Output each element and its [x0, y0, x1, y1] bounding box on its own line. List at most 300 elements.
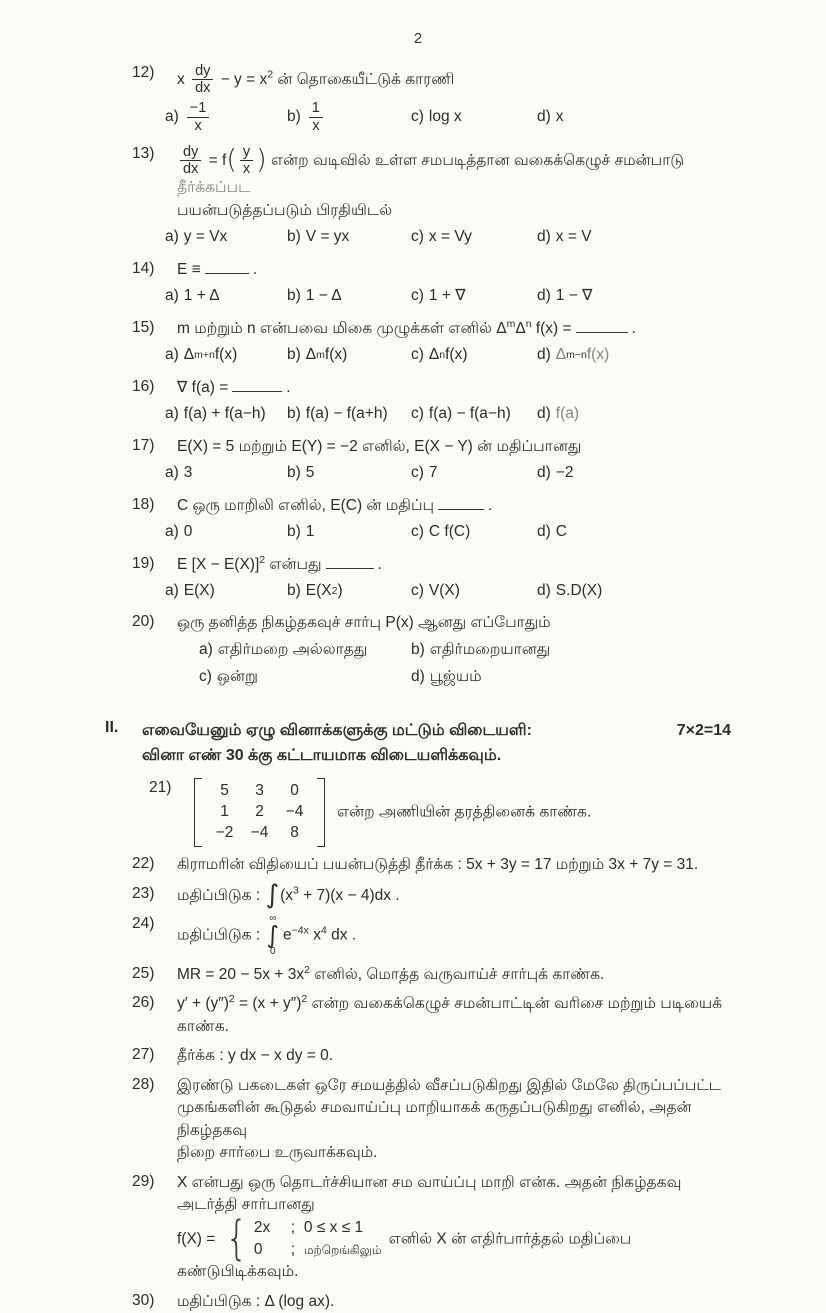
question-number: 12) — [132, 64, 155, 81]
options-row — [165, 100, 731, 133]
question-number: 22) — [132, 855, 155, 873]
text-run: . — [488, 496, 493, 514]
text-run: E(X) = 5 மற்றும் E(Y) = −2 எனில், E(X − Y) ன் மதிப்பானது — [177, 437, 582, 455]
option-c — [199, 666, 411, 688]
question-body — [177, 879, 731, 910]
fraction-denominator: x — [242, 161, 251, 178]
text-run: 1 − ∇ — [555, 287, 593, 305]
option-c — [411, 226, 537, 248]
option-label: a) — [165, 107, 179, 125]
option-label: d) — [537, 581, 551, 599]
option-label: b) — [287, 523, 301, 541]
answer-blank — [326, 554, 374, 569]
question-body — [194, 778, 731, 847]
option-label: a) — [165, 464, 179, 482]
text-run: 7 — [428, 464, 438, 482]
question-body — [177, 964, 731, 986]
option-d — [537, 580, 659, 602]
superscript: n — [525, 317, 532, 330]
integral-with-limits — [267, 914, 280, 957]
text-run: 1 − Δ — [305, 287, 342, 305]
case-row — [254, 1239, 382, 1261]
option-label: d) — [411, 668, 425, 686]
matrix-cell: 0 — [290, 782, 299, 800]
question-body — [165, 317, 731, 373]
superscript: 2 — [301, 993, 308, 1006]
question-body — [165, 377, 731, 432]
fraction-numerator: dy — [180, 144, 201, 161]
options-row — [165, 403, 731, 425]
option-b — [287, 226, 411, 248]
question-19 — [132, 554, 731, 609]
answer-blank — [438, 495, 484, 510]
text-run: f(x) — [445, 346, 468, 364]
question-body — [165, 553, 731, 609]
option-label: a) — [165, 581, 179, 599]
text-run: log x — [428, 107, 462, 125]
section2-instruction: எவையேனும் ஏழு வினாக்களுக்கு மட்டும் விடையளி: — [142, 721, 532, 739]
option-label: b) — [287, 107, 301, 125]
section2-header — [105, 719, 731, 769]
text-run: ன் தொகையீட்டுக் காரணி — [273, 70, 455, 88]
text-run: C — [555, 523, 567, 541]
math-fraction — [187, 100, 210, 133]
option-label: b) — [287, 287, 301, 305]
option-d — [537, 462, 659, 484]
option-label: c) — [411, 287, 424, 305]
question-28 — [132, 1075, 731, 1165]
question-number: 30) — [132, 1291, 155, 1309]
text-run: x — [308, 926, 321, 944]
option-b — [287, 285, 411, 307]
question-body — [177, 1045, 731, 1067]
integral-sign: ∫ — [266, 921, 280, 950]
text-run: என்பது — [265, 555, 322, 573]
text-run: என்ற அணியின் தரத்தினைக் காண்க. — [337, 803, 592, 821]
option-b: b) Δ m f(x) — [287, 344, 411, 366]
question-26 — [132, 993, 731, 1038]
option-a — [165, 403, 287, 425]
fraction-numerator: dy — [192, 63, 213, 80]
option-c — [411, 285, 537, 307]
option-b — [287, 403, 411, 425]
part2-question-list — [132, 778, 731, 1313]
option-c — [411, 100, 537, 133]
matrix-bracket-right — [317, 778, 325, 847]
option-c — [411, 521, 537, 543]
question-body — [177, 612, 731, 694]
text-run: y = Vx — [183, 228, 228, 246]
option-a — [165, 285, 287, 307]
text-run: x — [555, 107, 564, 125]
text-run: நிறை சார்பை உருவாக்கவும். — [177, 1144, 378, 1162]
options-row — [165, 580, 731, 602]
text-run: E(X — [305, 581, 332, 599]
option-label: a) — [165, 228, 179, 246]
text-run: Δ — [428, 346, 440, 364]
option-a — [165, 521, 287, 543]
big-paren: ) — [256, 144, 267, 176]
option-a — [165, 580, 287, 602]
superscript: 2 — [304, 963, 310, 976]
matrix-cell: −4 — [250, 824, 269, 842]
question-number: 13) — [132, 144, 155, 162]
question-number: 23) — [132, 884, 155, 902]
option-label: c) — [199, 668, 212, 686]
question-number: 24) — [132, 915, 155, 933]
question-line — [177, 914, 731, 957]
question-line — [194, 778, 731, 847]
question-body — [165, 143, 731, 255]
question-number: 20) — [132, 613, 155, 631]
superscript: m — [506, 317, 516, 330]
text-run: . — [252, 260, 258, 278]
option-label: d) — [537, 107, 551, 125]
option-a — [165, 462, 287, 484]
text-run: C ஒரு மாறிலி எனில், E(C) ன் மதிப்பு — [177, 496, 435, 514]
question-line — [177, 200, 731, 222]
question-number: 15) — [132, 318, 155, 336]
option-d — [537, 100, 659, 133]
option-c: c) Δ n f(x) — [411, 344, 537, 366]
section2-marks: 7×2=14 — [676, 721, 731, 739]
option-b — [287, 462, 411, 484]
text-run: Δ — [555, 346, 567, 364]
matrix-cell: 3 — [255, 782, 264, 800]
question-line — [177, 1172, 731, 1217]
text-run: C f(C) — [428, 523, 471, 541]
case-condition: மற்றெங்கிலும் — [303, 1243, 382, 1258]
text-run: V = yx — [305, 228, 350, 246]
option-label: a) — [165, 523, 179, 541]
question-number: 19) — [132, 554, 155, 572]
text-run: தீர்க்கப்பட — [177, 179, 251, 197]
option-a — [165, 226, 287, 248]
question-22 — [132, 854, 731, 876]
fraction-denominator: x — [194, 117, 202, 134]
text-run: − y = x — [216, 70, 268, 88]
fraction-denominator: x — [312, 117, 320, 134]
case-row — [254, 1217, 382, 1239]
case-separator: ; — [290, 1241, 296, 1259]
question-16 — [132, 377, 731, 432]
answer-blank — [232, 377, 282, 392]
text-run: f(a) — [555, 405, 580, 423]
option-b: b) E(X 2 ) — [287, 580, 411, 602]
lower-limit: 0 — [269, 945, 276, 957]
section2-instruction-line — [142, 719, 731, 743]
option-label: b) — [287, 346, 301, 364]
math-fraction — [309, 100, 323, 133]
text-run: + 7)(x − 4)dx . — [298, 886, 400, 904]
text-run: மதிப்பிடுக : — [177, 886, 265, 904]
text-run: என்ற வகைக்கெழுச் சமன்பாட்டின் வரிசை மற்றும் படியைக் காண்க. — [177, 995, 723, 1035]
section2-header-body — [142, 719, 731, 769]
question-body — [165, 259, 731, 314]
options-row — [165, 285, 731, 307]
text-run: x — [177, 70, 190, 88]
question-line — [177, 554, 731, 576]
text-run: Δ — [183, 346, 195, 364]
question-line — [177, 879, 731, 910]
question-line — [177, 259, 731, 281]
question-18 — [132, 495, 731, 550]
option-b — [411, 639, 731, 661]
text-run: பயன்படுத்தப்படும் பிரதியிடல் — [177, 201, 393, 219]
section2-numeral: II. — [105, 718, 119, 736]
option-b — [287, 100, 411, 133]
text-run: e — [283, 926, 292, 944]
option-a: a) Δ m+n f(x) — [165, 344, 287, 366]
option-d — [537, 285, 659, 307]
options-row — [165, 462, 731, 484]
matrix-row — [207, 781, 312, 802]
option-b — [287, 521, 411, 543]
text-run: இரண்டு பகடைகள் ஒரே சமயத்தில் வீசப்படுகிறது இதில் மேலே திருப்பப்பட்ட — [177, 1076, 722, 1094]
case-expression: 0 — [253, 1241, 263, 1259]
upper-limit: ∞ — [269, 913, 277, 925]
option-label: b) — [411, 640, 425, 658]
option-label: d) — [537, 228, 551, 246]
text-run: x = V — [555, 228, 592, 246]
text-run: கிராமரின் விதியைப் பயன்படுத்தி தீர்க்க : 5x + 3y = 17 மற்றும் 3x + 7y = 31. — [177, 856, 699, 874]
text-run: 3 — [183, 464, 193, 482]
question-24 — [132, 914, 731, 957]
text-run: y′ + (y″) — [177, 995, 229, 1013]
question-line — [177, 1045, 731, 1067]
question-line — [177, 436, 731, 458]
question-number: 16) — [132, 377, 155, 395]
text-run: S.D(X) — [555, 581, 603, 599]
part1-question-list — [132, 63, 731, 695]
text-run: 1 + Δ — [183, 287, 220, 305]
fraction-numerator: 1 — [309, 100, 323, 117]
question-12 — [132, 63, 731, 140]
option-d: d) Δ m−n f(x) — [537, 344, 659, 366]
text-run: ஒன்று — [216, 668, 258, 686]
option-c — [411, 580, 537, 602]
text-run: −2 — [555, 464, 574, 482]
fraction-numerator: −1 — [187, 100, 210, 117]
math-fraction — [180, 144, 201, 177]
question-line — [177, 495, 731, 517]
text-run: 1 — [305, 523, 315, 541]
question-body — [165, 436, 731, 491]
question-27 — [132, 1045, 731, 1067]
option-label: a) — [199, 640, 213, 658]
text-run: மதிப்பிடுக : Δ (log ax). — [177, 1292, 335, 1310]
question-number: 18) — [132, 495, 155, 513]
text-run: f(a) − f(a+h) — [305, 405, 388, 423]
option-label: c) — [411, 581, 424, 599]
answer-blank — [205, 259, 249, 274]
question-body — [165, 495, 731, 550]
question-line — [177, 318, 731, 340]
case-condition: 0 ≤ x ≤ 1 — [303, 1218, 364, 1236]
question-30 — [132, 1291, 731, 1313]
matrix-bracket-left — [194, 778, 202, 847]
option-label: c) — [411, 464, 424, 482]
text-run: E(X) — [183, 581, 215, 599]
text-run: E [X − E(X)] — [177, 555, 260, 573]
question-number: 27) — [132, 1046, 155, 1064]
option-label: d) — [537, 464, 551, 482]
option-d — [411, 666, 731, 688]
text-run: ∇ f(a) = — [177, 378, 229, 396]
question-number: 21) — [149, 779, 172, 797]
text-run: (x — [280, 886, 293, 904]
option-label: c) — [411, 107, 424, 125]
question-body — [177, 914, 731, 957]
question-number: 14) — [132, 259, 155, 277]
question-25 — [132, 964, 731, 986]
option-label: b) — [287, 464, 301, 482]
options-row — [165, 521, 731, 543]
matrix-cell: 5 — [220, 782, 229, 800]
question-line — [177, 964, 731, 986]
question-29 — [132, 1172, 731, 1284]
option-d — [537, 403, 659, 425]
question-number: 28) — [132, 1075, 155, 1093]
superscript: 4 — [320, 924, 327, 937]
superscript: 2 — [259, 553, 266, 566]
question-line — [177, 612, 731, 634]
option-label: c) — [411, 228, 424, 246]
option-label: a) — [165, 287, 179, 305]
question-line — [177, 854, 731, 876]
text-run: f(x) — [586, 346, 610, 364]
case-separator: ; — [290, 1218, 296, 1236]
matrix-rows — [202, 778, 317, 847]
question-body — [177, 1291, 731, 1313]
question-body — [165, 63, 731, 140]
question-number: 17) — [132, 436, 155, 454]
option-label: d) — [537, 287, 551, 305]
option-label: b) — [287, 581, 301, 599]
question-line — [177, 144, 731, 200]
option-label: c) — [411, 346, 424, 364]
question-body — [177, 993, 731, 1038]
text-run: மதிப்பிடுக : — [177, 926, 265, 944]
question-line — [177, 1097, 731, 1142]
question-20 — [132, 612, 731, 694]
text-run: = f — [204, 151, 227, 169]
matrix-row — [207, 802, 312, 823]
text-run: x = Vy — [428, 228, 472, 246]
option-label: d) — [537, 405, 551, 423]
text-run: f(x) — [214, 346, 238, 364]
superscript: 2 — [267, 68, 274, 81]
text-run: Δ — [515, 319, 526, 337]
option-c — [411, 462, 537, 484]
options-row — [165, 344, 731, 366]
text-run: V(X) — [428, 581, 460, 599]
text-run: dx . — [326, 926, 357, 944]
fraction-denominator: dx — [195, 80, 211, 97]
math-fraction — [192, 63, 213, 96]
option-label: c) — [411, 405, 424, 423]
question-line — [177, 377, 731, 399]
matrix-cell: 8 — [290, 824, 299, 842]
section2-note: வினா எண் 30 க்கு கட்டாயமாக விடையளிக்கவும். — [142, 746, 502, 764]
answer-blank — [576, 318, 628, 333]
text-run: ஒரு தனித்த நிகழ்தகவுச் சார்பு P(x) ஆனது எப்போதும் — [177, 614, 551, 632]
options-row — [165, 226, 731, 248]
text-run: f(X) = — [177, 1230, 220, 1248]
option-c — [411, 403, 537, 425]
text-run: = (x + y″) — [234, 995, 302, 1013]
text-run: . — [631, 319, 636, 337]
text-run: 1 + ∇ — [428, 287, 466, 305]
option-label: d) — [537, 346, 551, 364]
text-run: என்ற வடிவில் உள்ள சமபடித்தான வகைக்கெழுச் சமன்பாடு — [266, 151, 685, 169]
text-run: f(x) — [324, 346, 348, 364]
option-d — [537, 521, 659, 543]
fraction-denominator: dx — [183, 161, 199, 178]
option-label: a) — [165, 346, 179, 364]
text-run: எனில், மொத்த வருவாய்ச் சார்புக் காண்க. — [309, 965, 605, 983]
piecewise-function — [222, 1211, 382, 1266]
question-21 — [132, 778, 731, 847]
matrix-cell: 2 — [255, 803, 264, 821]
question-number: 29) — [132, 1172, 155, 1190]
text-run: 0 — [183, 523, 193, 541]
option-label: d) — [537, 523, 551, 541]
option-label: c) — [411, 523, 424, 541]
question-body — [177, 1172, 731, 1284]
text-run: . — [286, 378, 291, 396]
integral-sign: ∫ — [265, 879, 280, 910]
question-15 — [132, 318, 731, 373]
question-23 — [132, 879, 731, 910]
matrix-cell: 1 — [220, 803, 229, 821]
text-run: பூஜ்யம் — [429, 668, 482, 686]
question-line — [177, 1211, 731, 1284]
question-line — [177, 993, 731, 1038]
superscript: 3 — [292, 884, 299, 897]
case-rows — [254, 1217, 382, 1262]
question-line — [177, 1291, 731, 1313]
page-number: 2 — [413, 30, 423, 47]
text-run: MR = 20 − 5x + 3x — [177, 965, 305, 983]
matrix — [194, 778, 325, 847]
question-13 — [132, 144, 731, 255]
brace-icon: { — [225, 1211, 248, 1266]
text-run: X என்பது ஒரு தொடர்ச்சியான சம வாய்ப்பு மாறி என்க. அதன் நிகழ்தகவு அடர்த்தி சார்பானது — [177, 1173, 682, 1214]
matrix-cell: −4 — [285, 803, 304, 821]
text-run: m மற்றும் n என்பவை மிகை முழுக்கள் எனில் Δ — [177, 319, 507, 337]
option-a — [165, 100, 287, 133]
question-17 — [132, 436, 731, 491]
text-run: எனில் X ன் எதிர்பார்த்தல் மதிப்பை கண்டுபிடிக்கவும். — [177, 1230, 632, 1281]
question-number: 26) — [132, 994, 155, 1012]
text-run: எதிர்மறை அல்லாதது — [217, 640, 368, 658]
case-expression: 2x — [253, 1218, 271, 1236]
option-label: a) — [165, 405, 179, 423]
text-run: Δ — [305, 346, 317, 364]
text-run: ) — [337, 581, 343, 599]
question-line — [177, 63, 731, 96]
big-paren: ( — [226, 144, 237, 176]
option-d — [537, 226, 659, 248]
text-run: தீர்க்க : y dx − x dy = 0. — [177, 1047, 334, 1065]
question-body — [177, 1075, 731, 1165]
text-run: . — [377, 555, 382, 573]
question-14 — [132, 259, 731, 314]
text-run: 5 — [305, 464, 315, 482]
option-a — [199, 639, 411, 661]
text-run: முகங்களின் கூடுதல் சமவாய்ப்பு மாறியாகக் கருதப்படுகிறது எனில், அதன் நிகழ்தகவு — [177, 1099, 692, 1139]
